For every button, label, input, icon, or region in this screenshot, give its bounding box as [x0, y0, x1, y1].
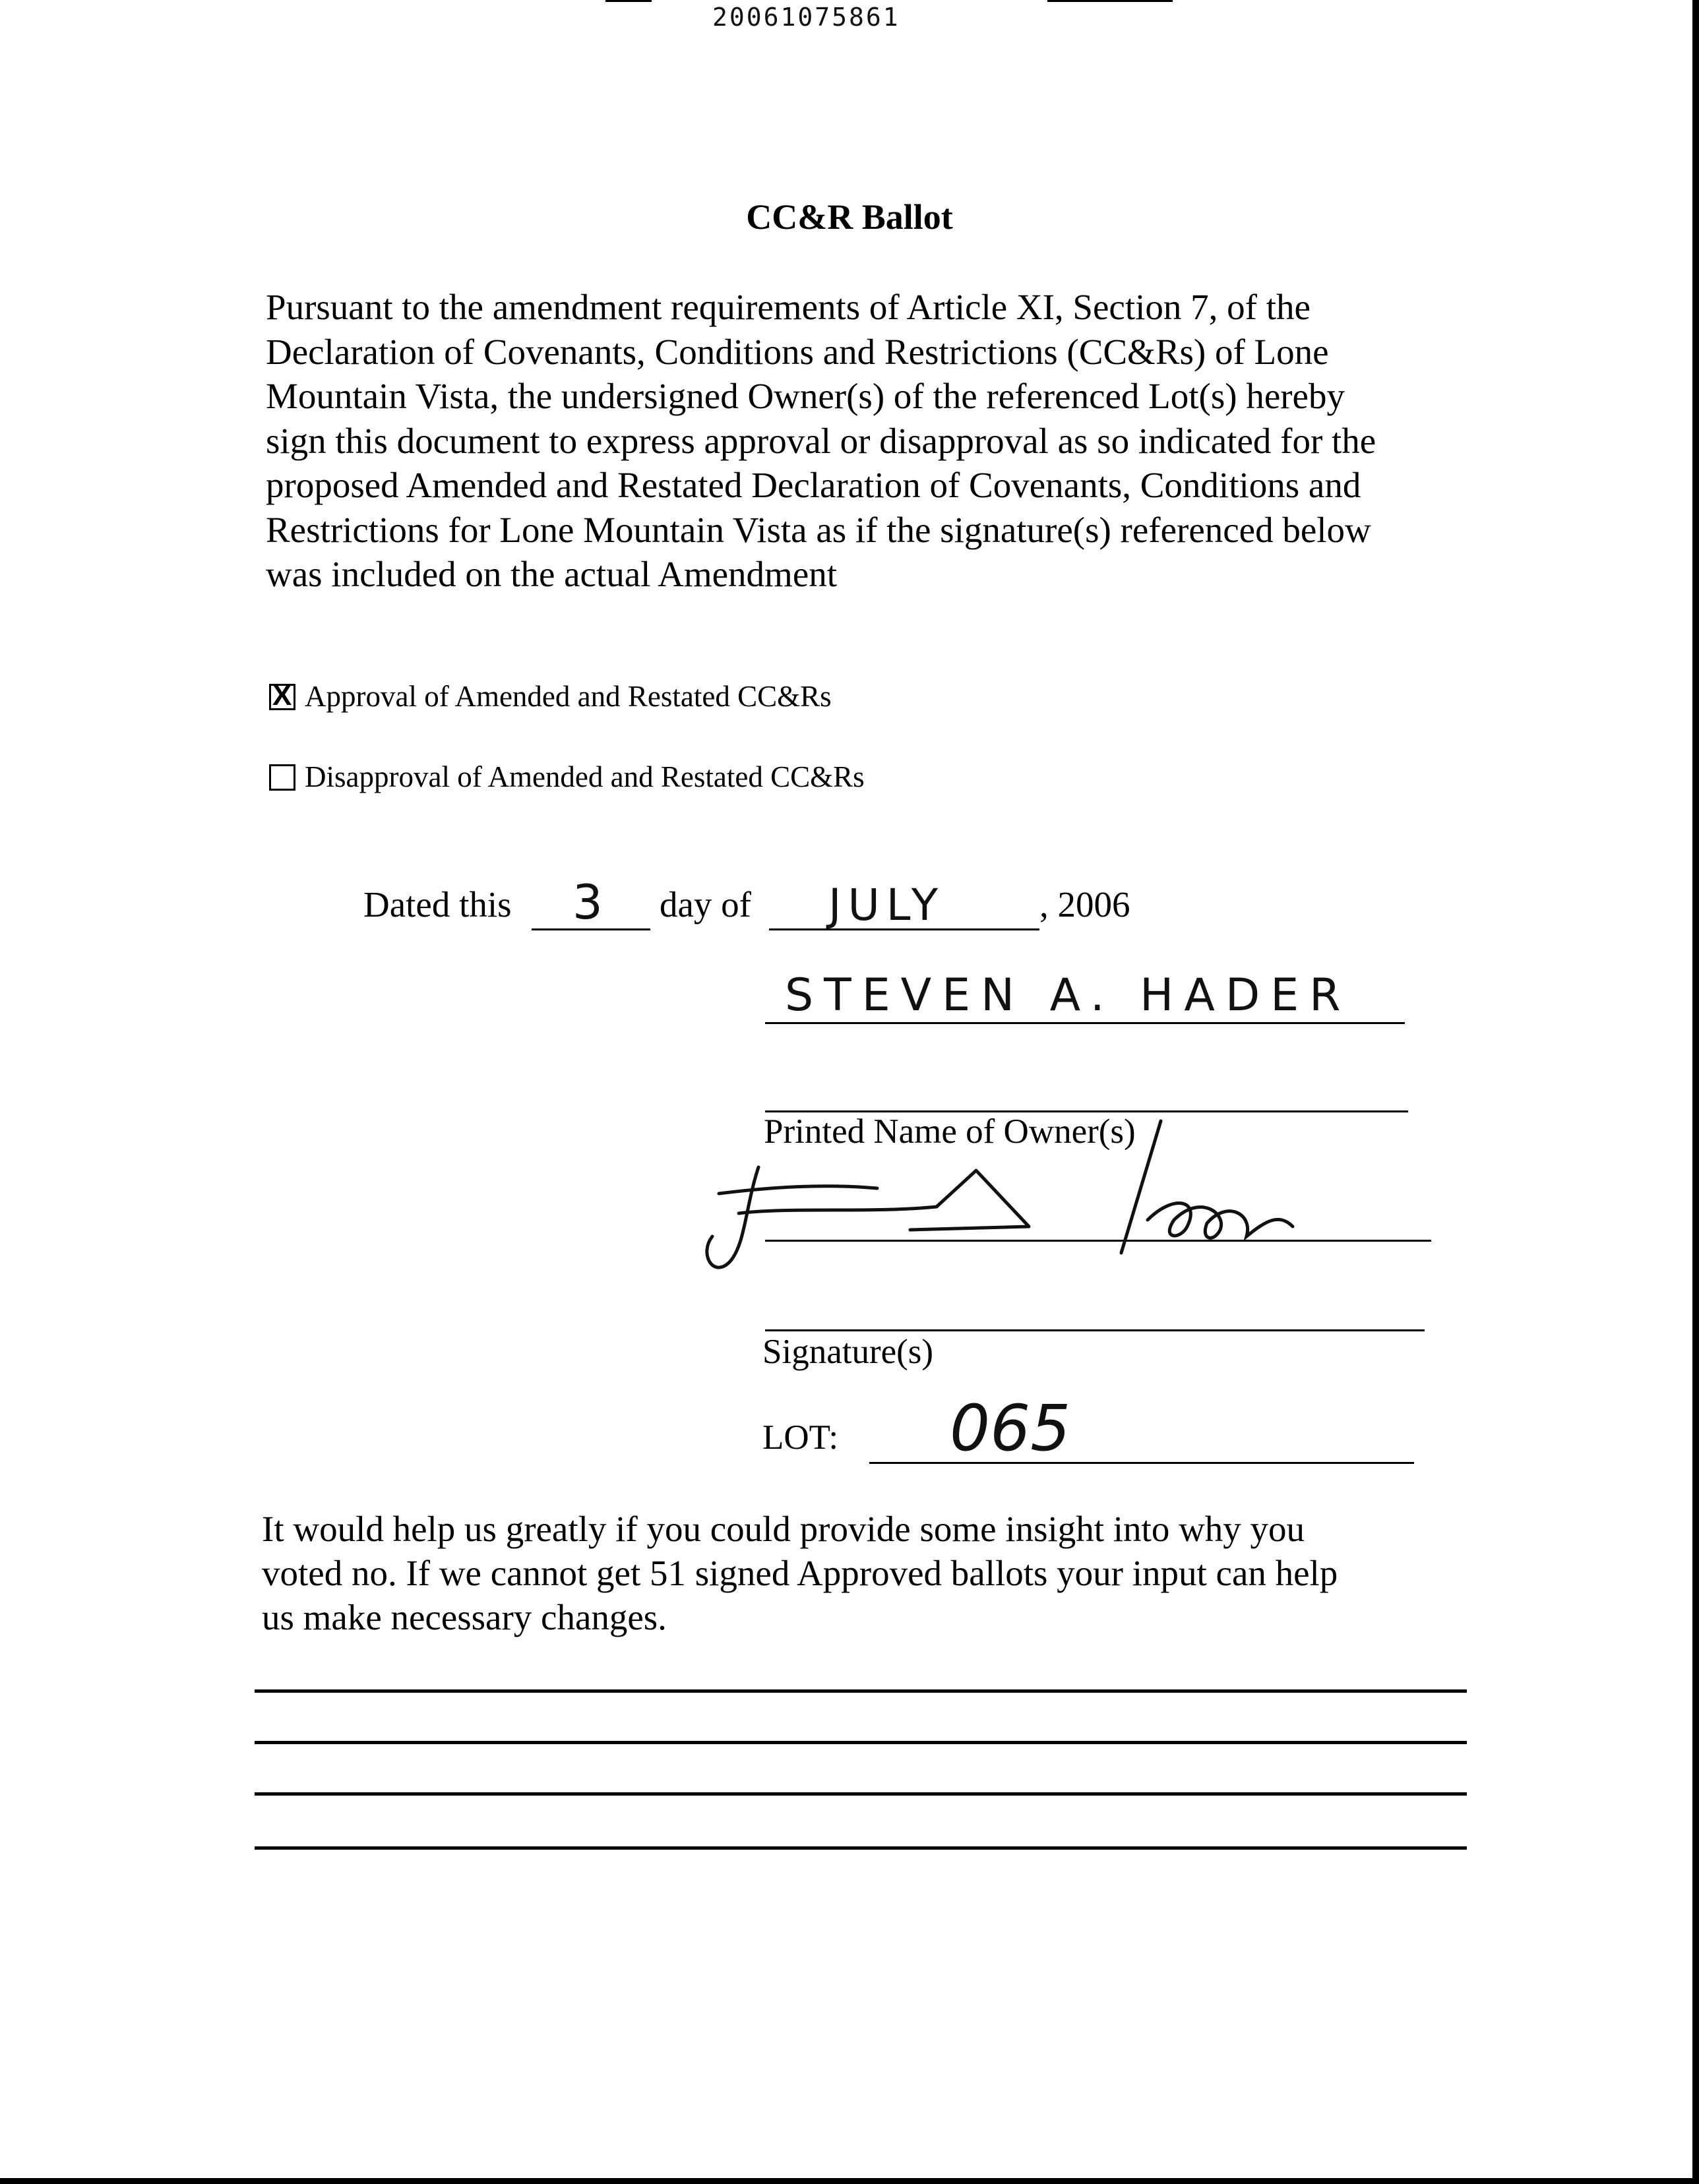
comment-line[interactable]	[255, 1689, 1467, 1693]
intro-line: was included on the actual Amendment	[266, 554, 838, 594]
comment-line[interactable]	[255, 1741, 1467, 1744]
intro-line: sign this document to express approval or disapproval as so indicated for the	[266, 420, 1376, 461]
lot-value: 065	[950, 1391, 1071, 1465]
handwritten-signature	[699, 1114, 1359, 1286]
ballot-title: CC&R Ballot	[746, 197, 953, 237]
intro-line: proposed Amended and Restated Declaration of Covenants, Conditions and	[266, 465, 1361, 505]
approval-label: Approval of Amended and Restated CC&Rs	[305, 680, 832, 713]
closing-line: us make necessary changes.	[262, 1597, 667, 1637]
day-value: 3	[572, 874, 603, 930]
month-value: JULY	[828, 880, 945, 930]
closing-line: voted no. If we cannot get 51 signed Approved ballots your input can help	[262, 1553, 1338, 1593]
closing-paragraph	[262, 1507, 1515, 1639]
lot-label: LOT:	[762, 1418, 839, 1457]
closing-line: It would help us greatly if you could provide some insight into why you	[262, 1509, 1305, 1549]
intro-line: Mountain Vista, the undersigned Owner(s) of the referenced Lot(s) hereby	[266, 376, 1345, 416]
scan-mark-left	[605, 0, 652, 2]
intro-paragraph	[266, 285, 1506, 597]
scan-border-right	[1692, 0, 1699, 2184]
scan-border-bottom	[0, 2178, 1699, 2184]
signature-label: Signature(s)	[762, 1333, 934, 1371]
dated-middle: day of	[660, 884, 751, 925]
printed-name-value: STEVEN A. HADER	[785, 969, 1351, 1021]
disapproval-option[interactable]	[269, 760, 865, 794]
printed-name-line	[765, 1022, 1405, 1024]
signature-line	[765, 1329, 1425, 1331]
dated-prefix: Dated this	[363, 884, 512, 925]
approval-checkbox[interactable]	[269, 679, 295, 712]
document-number: 20061075861	[712, 3, 900, 32]
comment-line[interactable]	[255, 1792, 1467, 1796]
dated-year: , 2006	[1039, 884, 1130, 925]
printed-name-label: Printed Name of Owner(s)	[764, 1112, 1136, 1151]
scan-mark-right	[1047, 0, 1173, 2]
disapproval-checkbox[interactable]	[269, 764, 295, 791]
comment-line[interactable]	[255, 1846, 1467, 1850]
intro-line: Declaration of Covenants, Conditions and Restrictions (CC&Rs) of Lone	[266, 331, 1329, 372]
approval-check-mark: X	[272, 679, 292, 712]
disapproval-label: Disapproval of Amended and Restated CC&Rs	[305, 760, 865, 793]
approval-option[interactable]	[269, 679, 832, 713]
intro-line: Restrictions for Lone Mountain Vista as if the signature(s) referenced below	[266, 509, 1371, 550]
intro-line: Pursuant to the amendment requirements of Article XI, Section 7, of the	[266, 287, 1311, 327]
